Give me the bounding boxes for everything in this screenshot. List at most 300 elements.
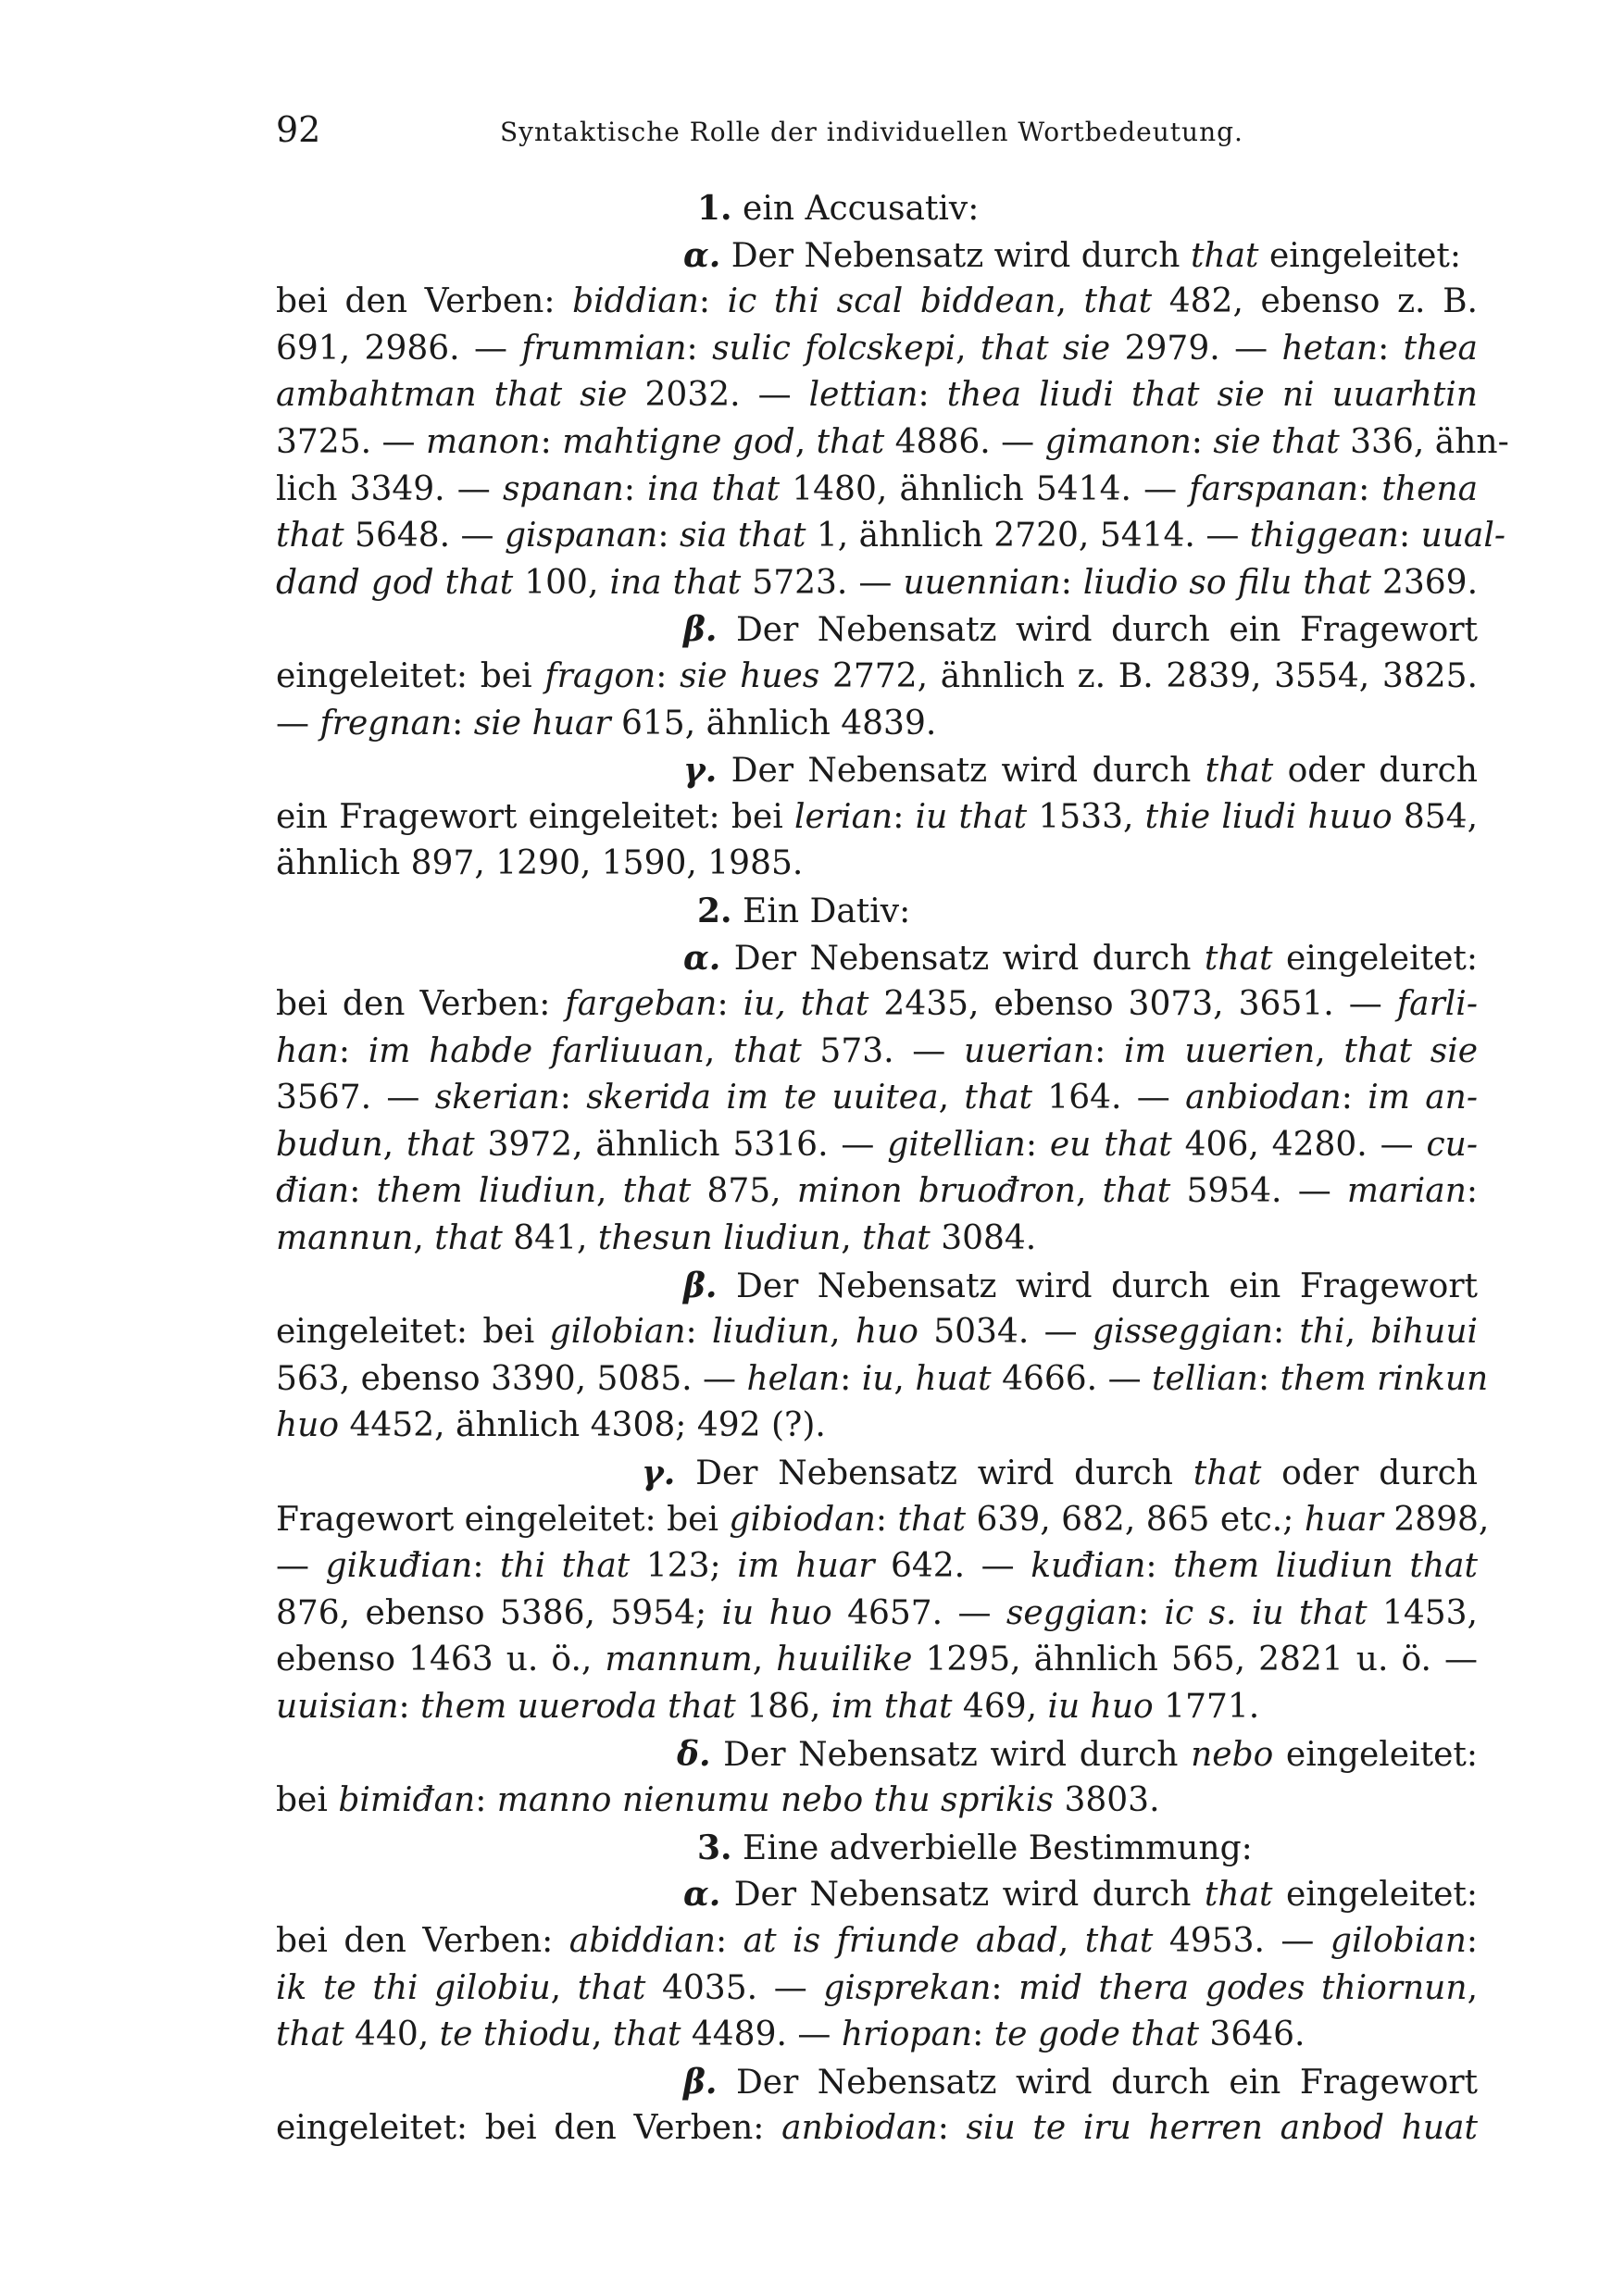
- text-run: 123;: [630, 1547, 738, 1586]
- text-line: [276, 1918, 1478, 1965]
- text-run: 876, ebenso 5386, 5954;: [276, 1593, 722, 1632]
- italic-run: gimanon: [1044, 422, 1192, 461]
- italic-run: huo: [855, 1313, 918, 1352]
- text-run: :: [623, 469, 648, 508]
- text-run: oder durch: [1273, 752, 1478, 791]
- italic-run: sie huar: [473, 704, 611, 742]
- text-run: ähnlich 897, 1290, 1590, 1985.: [276, 844, 804, 883]
- italic-run: huo: [276, 1406, 340, 1445]
- italic-run: skerian: [434, 1079, 560, 1117]
- italic-run: that: [964, 1079, 1032, 1117]
- italic-run: iu that: [915, 797, 1028, 836]
- subsection-heading: [276, 2059, 1478, 2106]
- italic-run: dand god that: [276, 563, 514, 602]
- italic-run: im an-: [1368, 1079, 1479, 1117]
- italic-run: sie hues: [680, 656, 820, 695]
- italic-run: te thiodu: [439, 2015, 592, 2054]
- text-run: Der Nebensatz wird durch: [720, 939, 1205, 978]
- text-line: [276, 1029, 1478, 1076]
- text-run: :: [559, 1079, 587, 1117]
- text-run: Der Nebensatz wird durch ein Fragewort: [717, 1267, 1478, 1305]
- text-run: :: [893, 797, 916, 836]
- text-run: :: [717, 985, 743, 1024]
- subsection-heading: [276, 935, 1478, 982]
- text-run: Der Nebensatz wird durch: [720, 1876, 1205, 1915]
- italic-run: gisseggian: [1092, 1313, 1273, 1352]
- italic-run: eu that: [1049, 1125, 1172, 1164]
- text-run: 3725. —: [276, 422, 426, 461]
- text-line: [276, 1591, 1478, 1638]
- text-run: :: [937, 2109, 967, 2148]
- text-run: 164. —: [1031, 1079, 1186, 1117]
- text-run: :: [1341, 1079, 1368, 1117]
- label-run: α.: [683, 938, 721, 978]
- text-run: 2435, ebenso 3073, 3651. —: [868, 985, 1397, 1024]
- italic-run: them rinkun: [1280, 1359, 1489, 1398]
- text-line: [276, 1075, 1478, 1122]
- text-run: ,: [596, 1172, 623, 1211]
- text-run: eingeleitet:: [1258, 236, 1462, 275]
- text-run: :: [716, 1921, 743, 1960]
- italic-run: that: [733, 1031, 802, 1070]
- text-run: 4886. —: [884, 422, 1045, 461]
- italic-run: fargeban: [565, 985, 718, 1024]
- italic-run: ic s. iu that: [1164, 1593, 1368, 1632]
- text-run: :: [656, 656, 681, 695]
- italic-run: that: [406, 1125, 475, 1164]
- italic-run: mannun: [276, 1219, 414, 1258]
- text-run: :: [1025, 1125, 1050, 1164]
- italic-run: thena: [1381, 469, 1479, 508]
- label-run: α.: [683, 1875, 721, 1915]
- italic-run: đian: [276, 1172, 350, 1211]
- italic-run: gilobian: [549, 1313, 686, 1352]
- text-run: 1480, ähnlich 5414. —: [780, 469, 1190, 508]
- text-run: :: [1273, 1313, 1300, 1352]
- text-run: :: [349, 1172, 377, 1211]
- text-run: :: [1257, 1359, 1280, 1398]
- italic-run: anbiodan: [781, 2109, 938, 2148]
- text-run: ,: [841, 1219, 863, 1258]
- italic-run: that: [1084, 1921, 1154, 1960]
- text-run: :: [1137, 1593, 1165, 1632]
- italic-run: gikuđian: [325, 1547, 473, 1586]
- text-line: [276, 1168, 1478, 1216]
- text-run: 639, 682, 865 etc.;: [966, 1500, 1305, 1539]
- text-run: :: [1191, 422, 1214, 461]
- italic-run: gilobian: [1330, 1921, 1467, 1960]
- text-run: :: [1466, 1921, 1479, 1960]
- italic-run: mid thera godes thiornun: [1018, 1968, 1468, 2007]
- text-run: :: [1358, 469, 1382, 508]
- italic-run: hriopan: [841, 2015, 973, 2054]
- text-run: :: [875, 1500, 898, 1539]
- text-run: ,: [938, 1079, 965, 1117]
- italic-run: spanan: [502, 469, 624, 508]
- text-run: ,: [1344, 1313, 1371, 1352]
- italic-run: uuennian: [903, 563, 1061, 602]
- text-run: 406, 4280. —: [1171, 1125, 1427, 1164]
- text-run: 2032. —: [627, 376, 809, 415]
- text-run: bei den Verben:: [276, 985, 566, 1024]
- text-run: 4953. —: [1153, 1921, 1330, 1960]
- section-heading-dative: [276, 888, 1478, 935]
- italic-run: fragon: [544, 656, 656, 695]
- italic-run: that: [816, 422, 885, 461]
- italic-run: im huar: [737, 1547, 875, 1586]
- text-run: :: [472, 1547, 500, 1586]
- italic-run: im that: [831, 1688, 953, 1726]
- text-line: [276, 1778, 1478, 1825]
- text-run: Eine adverbielle Bestimmung:: [731, 1828, 1253, 1867]
- text-run: :: [452, 704, 474, 742]
- text-line: [276, 560, 1478, 607]
- section-heading-adverbial: [276, 1825, 1478, 1872]
- text-run: 642. —: [874, 1547, 1031, 1586]
- italic-run: nebo: [1191, 1735, 1274, 1774]
- italic-run: thie liudi huuo: [1144, 797, 1393, 836]
- text-run: ,: [893, 1359, 916, 1398]
- italic-run: iu: [861, 1359, 894, 1398]
- italic-run: biddian: [572, 282, 699, 321]
- italic-run: uual-: [1420, 517, 1506, 555]
- italic-run: that: [1204, 939, 1273, 978]
- italic-run: that: [577, 1968, 646, 2007]
- text-run: :: [972, 2015, 994, 2054]
- text-run: 482, ebenso z. B.: [1152, 282, 1478, 321]
- italic-run: budun: [276, 1125, 383, 1164]
- italic-run: gitellian: [887, 1125, 1026, 1164]
- text-run: 3646.: [1198, 2015, 1305, 2054]
- italic-run: uuisian: [276, 1688, 399, 1726]
- italic-run: liudiun: [711, 1313, 831, 1352]
- italic-run: bihuui: [1370, 1313, 1479, 1352]
- text-line: [276, 981, 1478, 1029]
- italic-run: mannum: [605, 1641, 753, 1679]
- text-run: —: [276, 704, 320, 742]
- subsection-heading: [276, 606, 1478, 654]
- text-line: [276, 1403, 1478, 1450]
- italic-run: uuerian: [964, 1031, 1095, 1070]
- text-run: 854,: [1392, 797, 1479, 836]
- text-run: :: [1466, 1172, 1479, 1211]
- italic-run: te gode that: [993, 2015, 1199, 2054]
- text-run: ,: [794, 422, 817, 461]
- subsection-heading: [276, 1731, 1478, 1778]
- text-run: bei: [276, 1781, 339, 1820]
- text-run: 2772, ähnlich z. B. 2839, 3554, 3825.: [819, 656, 1478, 695]
- italic-run: at is friunde abad: [743, 1921, 1058, 1960]
- text-run: ein Fragewort eingeleitet: bei: [276, 797, 795, 836]
- italic-run: sia that: [679, 517, 806, 555]
- italic-run: kuđian: [1031, 1547, 1146, 1586]
- text-run: 4452, ähnlich 4308; 492 (?).: [339, 1406, 826, 1445]
- text-line: [276, 419, 1509, 467]
- text-run: eingeleitet: bei: [276, 1313, 550, 1352]
- text-line: [276, 513, 1506, 560]
- text-run: eingeleitet: bei: [276, 656, 545, 695]
- text-run: 2898,: [1382, 1500, 1490, 1539]
- text-run: 2369.: [1370, 563, 1479, 602]
- italic-run: ina that: [609, 563, 742, 602]
- text-run: 1771.: [1153, 1688, 1260, 1726]
- italic-run: thea liudi that sie ni uuarhtin: [946, 376, 1478, 415]
- text-line: [276, 1684, 1478, 1731]
- text-run: :: [657, 517, 680, 555]
- italic-run: that: [1193, 1454, 1262, 1493]
- italic-run: sulic folcskepi: [712, 329, 956, 368]
- subsection-heading: [276, 232, 1478, 280]
- text-run: 336, ähn-: [1339, 422, 1509, 461]
- text-run: ,: [1315, 1031, 1344, 1070]
- text-run: 4666. —: [991, 1359, 1153, 1398]
- text-run: ,: [752, 1641, 777, 1679]
- italic-run: farspanan: [1189, 469, 1359, 508]
- text-run: 3084.: [930, 1219, 1037, 1258]
- label-run: 3.: [697, 1828, 732, 1867]
- italic-run: that: [1205, 752, 1274, 791]
- italic-run: thesun liudiun: [597, 1219, 842, 1258]
- text-run: eingeleitet:: [1272, 1876, 1478, 1915]
- text-run: 1295, ähnlich 565, 2821 u. ö. —: [912, 1641, 1479, 1679]
- text-run: 691, 2986. —: [276, 329, 522, 368]
- text-run: ,: [413, 1219, 435, 1258]
- label-run: β.: [683, 2062, 718, 2102]
- italic-run: frummian: [521, 329, 687, 368]
- text-run: 563, ebenso 3390, 5085. —: [276, 1359, 747, 1398]
- italic-run: abiddian: [568, 1921, 717, 1960]
- italic-run: thi that: [499, 1547, 631, 1586]
- text-run: ,: [1075, 1172, 1103, 1211]
- text-run: 100,: [513, 563, 610, 602]
- text-run: 1, ähnlich 2720, 5414. —: [806, 517, 1250, 555]
- label-run: δ.: [677, 1734, 711, 1774]
- italic-run: them liudiun that: [1173, 1547, 1478, 1586]
- text-line: [276, 279, 1478, 326]
- text-line: [276, 841, 1478, 888]
- text-line: [276, 467, 1478, 514]
- text-run: 841,: [502, 1219, 598, 1258]
- italic-run: ic thi scal biddean: [727, 282, 1056, 321]
- italic-run: im habde farliuuan: [368, 1031, 705, 1070]
- text-run: ein Accusativ:: [731, 190, 980, 228]
- italic-run: farli-: [1396, 985, 1478, 1024]
- italic-run: ik te thi gilobiu: [276, 1968, 551, 2007]
- running-title: Syntaktische Rolle der individuellen Wortbedeutung.: [500, 117, 1243, 147]
- text-line: [276, 1637, 1478, 1684]
- label-run: 2.: [697, 891, 732, 930]
- italic-run: huuilike: [776, 1641, 913, 1679]
- text-line: [276, 372, 1478, 419]
- label-run: β.: [683, 1266, 718, 1305]
- italic-run: bimiđan: [338, 1781, 476, 1820]
- italic-run: minon bruođron: [796, 1172, 1076, 1211]
- italic-run: skerida im te uuitea: [586, 1079, 939, 1117]
- italic-run: that: [1083, 282, 1153, 321]
- text-line: [276, 1965, 1478, 2013]
- label-run: γ.: [642, 1454, 676, 1493]
- text-run: :: [540, 422, 563, 461]
- label-run: γ.: [683, 751, 718, 791]
- italic-run: that: [862, 1219, 931, 1258]
- text-run: oder durch: [1261, 1454, 1478, 1493]
- text-run: 1533,: [1027, 797, 1145, 836]
- text-line: [276, 1216, 1478, 1263]
- text-run: 3803.: [1054, 1781, 1160, 1820]
- page-header: [0, 109, 1624, 156]
- italic-run: thi: [1299, 1313, 1345, 1352]
- italic-run: manno nienumu nebo thu sprikis: [496, 1781, 1055, 1820]
- text-run: ,: [830, 1313, 856, 1352]
- text-run: 5723. —: [741, 563, 904, 602]
- text-run: Ein Dativ:: [731, 892, 911, 930]
- page-number: 92: [276, 109, 321, 150]
- text-run: Der Nebensatz wird durch: [710, 1735, 1192, 1774]
- text-run: Der Nebensatz wird durch: [675, 1454, 1193, 1493]
- italic-run: siu te iru herren anbod huat: [966, 2109, 1478, 2148]
- text-run: ,: [1467, 1968, 1479, 2007]
- text-run: :: [686, 329, 713, 368]
- italic-run: liudio so filu that: [1082, 563, 1371, 602]
- text-run: 4035. —: [645, 1968, 824, 2007]
- text-run: :: [991, 1968, 1019, 2007]
- text-run: 186,: [735, 1688, 831, 1726]
- italic-run: cu-: [1426, 1125, 1479, 1164]
- text-run: ,: [1056, 282, 1084, 321]
- text-run: :: [398, 1688, 421, 1726]
- subsection-heading: [276, 1263, 1478, 1310]
- text-run: 5954. —: [1170, 1172, 1347, 1211]
- italic-run: that: [434, 1219, 503, 1258]
- italic-run: iu huo: [721, 1593, 832, 1632]
- text-run: ebenso 1463 u. ö.,: [276, 1641, 606, 1679]
- label-run: α.: [683, 235, 721, 275]
- text-line: [276, 326, 1478, 373]
- text-run: Der Nebensatz wird durch: [717, 752, 1206, 791]
- label-run: 1.: [697, 189, 732, 228]
- text-run: ,: [956, 329, 981, 368]
- italic-run: that: [897, 1500, 967, 1539]
- italic-run: iu huo: [1047, 1688, 1154, 1726]
- section-heading-accusative: [276, 185, 1478, 232]
- italic-run: them uueroda that: [420, 1688, 736, 1726]
- text-run: :: [475, 1781, 497, 1820]
- italic-run: ina that: [647, 469, 781, 508]
- italic-run: thea: [1403, 329, 1479, 368]
- text-line: [276, 1497, 1490, 1544]
- italic-run: thiggean: [1249, 517, 1399, 555]
- text-run: —: [276, 1547, 326, 1586]
- italic-run: manon: [425, 422, 541, 461]
- italic-run: ambahtman that sie: [276, 376, 628, 415]
- text-run: :: [1060, 563, 1083, 602]
- text-run: 5034. —: [918, 1313, 1093, 1352]
- italic-run: gispanan: [504, 517, 658, 555]
- italic-run: them liudiun: [376, 1172, 597, 1211]
- italic-run: iu, that: [743, 985, 869, 1024]
- text-run: bei den Verben:: [276, 1921, 569, 1960]
- subsection-heading: [276, 747, 1478, 794]
- text-run: 4657. —: [831, 1593, 1006, 1632]
- text-run: ,: [382, 1125, 406, 1164]
- text-run: Fragewort eingeleitet: bei: [276, 1500, 730, 1539]
- text-line: [276, 1356, 1489, 1404]
- italic-run: that: [1204, 1876, 1273, 1915]
- italic-run: han: [276, 1031, 339, 1070]
- text-run: 469,: [952, 1688, 1048, 1726]
- italic-run: lettian: [808, 376, 918, 415]
- italic-run: that sie: [980, 329, 1111, 368]
- italic-run: hetan: [1281, 329, 1379, 368]
- text-run: ,: [704, 1031, 734, 1070]
- text-run: :: [685, 1313, 712, 1352]
- subsection-heading: [276, 1871, 1478, 1918]
- italic-run: im uuerien: [1123, 1031, 1316, 1070]
- text-line: [276, 794, 1478, 842]
- italic-run: that: [276, 2015, 344, 2054]
- italic-run: that: [612, 2015, 681, 2054]
- subsection-heading: [276, 1450, 1478, 1497]
- italic-run: seggian: [1006, 1593, 1138, 1632]
- text-run: 3972, ähnlich 5316. —: [474, 1125, 888, 1164]
- italic-run: huar: [1304, 1500, 1383, 1539]
- text-line: [276, 1122, 1478, 1169]
- italic-run: lerian: [794, 797, 893, 836]
- italic-run: that: [1102, 1172, 1171, 1211]
- text-run: :: [338, 1031, 369, 1070]
- label-run: β.: [683, 610, 718, 650]
- text-run: lich 3349. —: [276, 469, 503, 508]
- text-run: eingeleitet:: [1272, 939, 1478, 978]
- text-run: 3567. —: [276, 1079, 435, 1117]
- text-run: :: [1094, 1031, 1124, 1070]
- text-line: [276, 654, 1478, 701]
- italic-run: fregnan: [319, 704, 453, 742]
- text-run: :: [1398, 517, 1421, 555]
- italic-run: gisprekan: [823, 1968, 992, 2007]
- italic-run: that sie: [1343, 1031, 1479, 1070]
- italic-run: sie that: [1213, 422, 1340, 461]
- italic-run: that: [1190, 236, 1259, 275]
- text-line: [276, 2105, 1478, 2152]
- italic-run: marian: [1346, 1172, 1467, 1211]
- text-run: ,: [1057, 1921, 1085, 1960]
- text-run: Der Nebensatz wird durch: [720, 236, 1191, 275]
- text-run: 875,: [691, 1172, 797, 1211]
- text-run: 440,: [344, 2015, 440, 2054]
- italic-run: that: [276, 517, 344, 555]
- text-line: [276, 1543, 1478, 1591]
- text-run: Der Nebensatz wird durch ein Fragewort: [717, 2063, 1478, 2102]
- italic-run: anbiodan: [1185, 1079, 1342, 1117]
- text-run: 615, ähnlich 4839.: [610, 704, 937, 742]
- text-run: ,: [591, 2015, 613, 2054]
- text-run: :: [840, 1359, 862, 1398]
- text-run: bei den Verben:: [276, 282, 573, 321]
- text-run: eingeleitet: bei den Verben:: [276, 2109, 782, 2148]
- text-run: Der Nebensatz wird durch ein Fragewort: [717, 611, 1478, 650]
- text-line: [276, 2012, 1478, 2059]
- italic-run: huat: [915, 1359, 992, 1398]
- text-line: [276, 701, 1478, 748]
- text-run: :: [1378, 329, 1404, 368]
- italic-run: helan: [746, 1359, 841, 1398]
- italic-run: tellian: [1152, 1359, 1258, 1398]
- text-run: 1453,: [1367, 1593, 1479, 1632]
- body-text: [276, 185, 1509, 2152]
- text-run: 4489. —: [681, 2015, 842, 2054]
- text-line: [276, 1309, 1478, 1356]
